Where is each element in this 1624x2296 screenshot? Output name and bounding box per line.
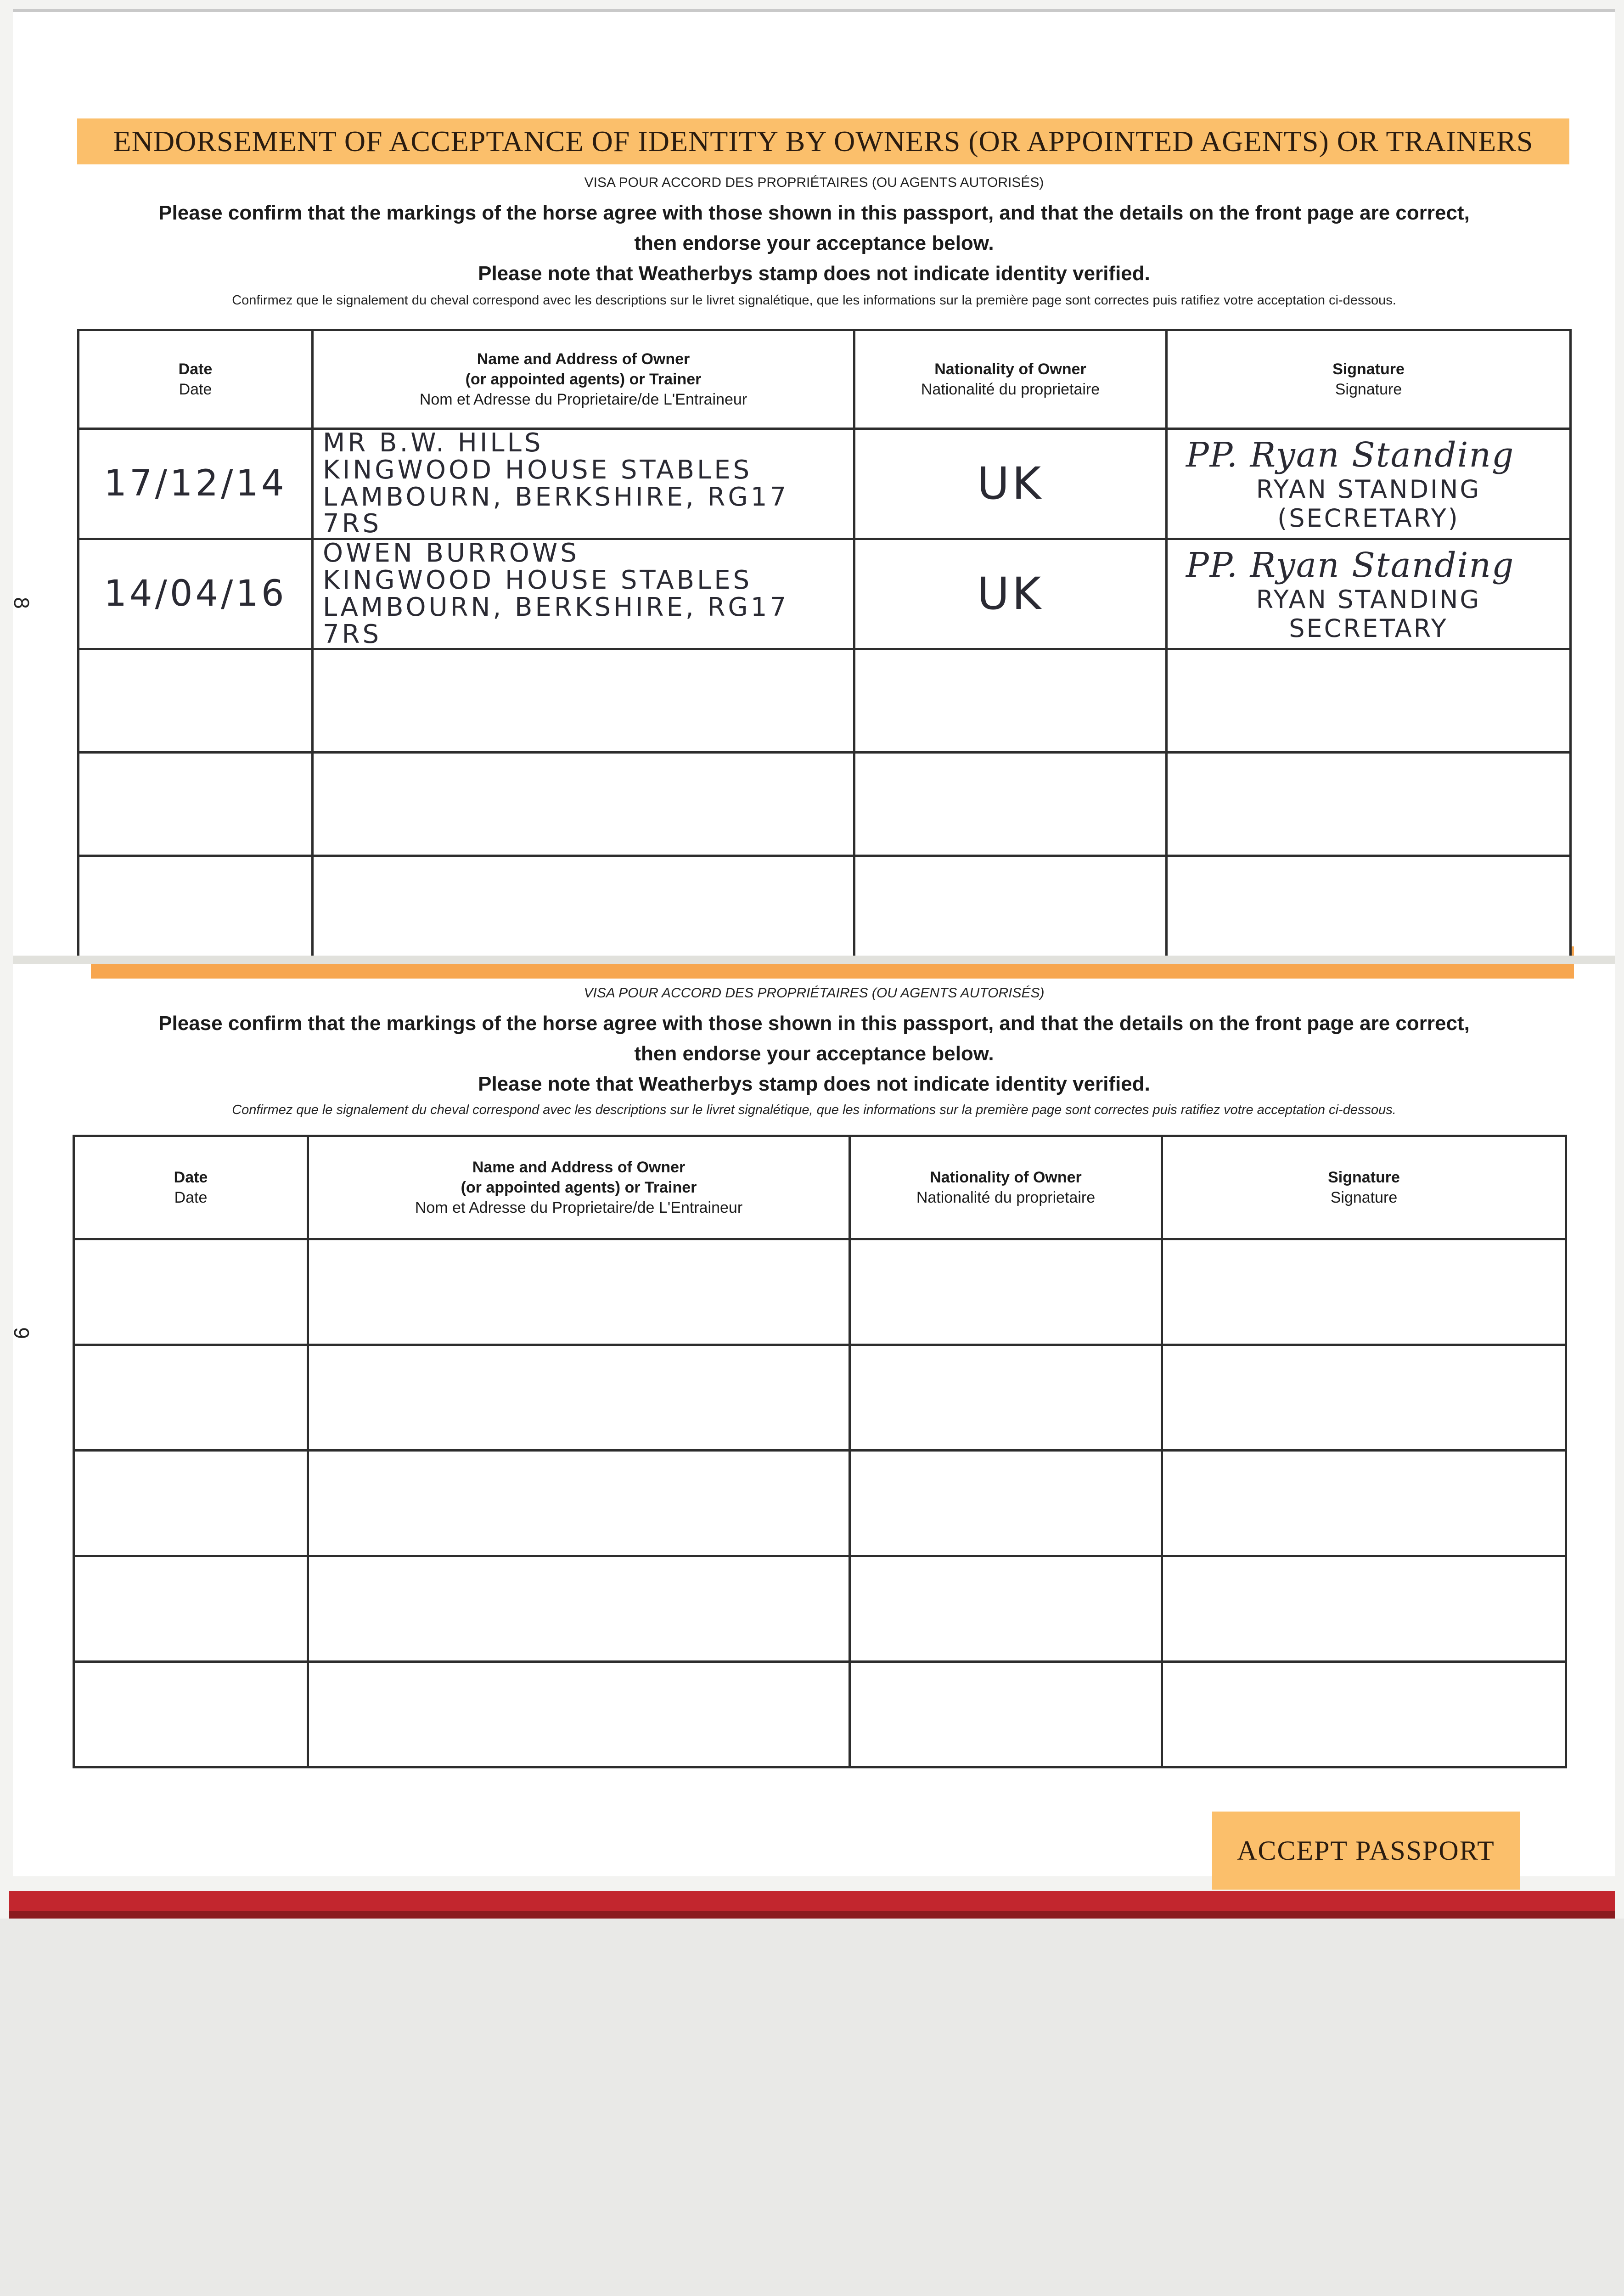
empty-signature-cell[interactable] bbox=[1162, 1556, 1566, 1662]
header-signature: Signature Signature bbox=[1162, 1136, 1566, 1239]
header-date: Date Date bbox=[79, 330, 313, 429]
entry-name-cell[interactable] bbox=[313, 429, 854, 539]
page-number: 8 bbox=[9, 597, 34, 609]
instruction-fr: Confirmez que le signalement du cheval correspond avec les descriptions sur le livret signalétique, que les informations sur la première page sont correctes puis ratifiez votre acceptation ci-dessous. bbox=[232, 1103, 1396, 1117]
empty-date-cell[interactable] bbox=[74, 1239, 308, 1345]
empty-nationality-cell[interactable] bbox=[850, 1239, 1162, 1345]
table-row bbox=[79, 753, 1571, 856]
endorsement-page-9 bbox=[9, 962, 1615, 1876]
entry-address-line: LAMBOURN, BERKSHIRE, RG17 7RS bbox=[323, 592, 789, 649]
table-row bbox=[74, 1662, 1566, 1767]
table-row bbox=[74, 1239, 1566, 1345]
empty-date-cell[interactable] bbox=[74, 1345, 308, 1451]
empty-date-cell[interactable] bbox=[74, 1451, 308, 1556]
header-nationality: Nationality of Owner Nationalité du proprietaire bbox=[854, 330, 1167, 429]
entry-name-cell[interactable] bbox=[313, 539, 854, 649]
signatory-name: RYAN STANDING bbox=[1256, 474, 1481, 504]
entry-signature-cell[interactable] bbox=[1167, 429, 1571, 539]
empty-name-cell[interactable] bbox=[308, 1239, 850, 1345]
empty-signature-cell[interactable] bbox=[1167, 856, 1571, 959]
accept-passport-button[interactable]: ACCEPT PASSPORT bbox=[1212, 1812, 1520, 1890]
empty-nationality-cell[interactable] bbox=[850, 1451, 1162, 1556]
table-row bbox=[74, 1345, 1566, 1451]
empty-signature-cell[interactable] bbox=[1162, 1345, 1566, 1451]
header-nationality: Nationality of Owner Nationalité du proprietaire bbox=[850, 1136, 1162, 1239]
instruction-en-line1: Please confirm that the markings of the horse agree with those shown in this passport, and that the details on the front page are correct, bbox=[158, 202, 1470, 224]
table-row bbox=[79, 429, 1571, 539]
table-header-row bbox=[74, 1136, 1566, 1239]
empty-nationality-cell[interactable] bbox=[850, 1556, 1162, 1662]
empty-name-cell[interactable] bbox=[308, 1345, 850, 1451]
signatory-name: RYAN STANDING bbox=[1256, 585, 1481, 614]
empty-signature-cell[interactable] bbox=[1167, 649, 1571, 753]
handwritten-signature: PP. Ryan Standing bbox=[1186, 435, 1515, 475]
empty-name-cell[interactable] bbox=[308, 1451, 850, 1556]
table-row bbox=[79, 856, 1571, 959]
table-row bbox=[79, 649, 1571, 753]
entry-owner-name: MR B.W. HILLS bbox=[323, 428, 544, 458]
empty-date-cell[interactable] bbox=[79, 649, 313, 753]
weatherbys-note: Please note that Weatherbys stamp does not indicate identity verified. bbox=[478, 1073, 1150, 1095]
empty-signature-cell[interactable] bbox=[1162, 1662, 1566, 1767]
empty-name-cell[interactable] bbox=[313, 753, 854, 856]
empty-nationality-cell[interactable] bbox=[854, 649, 1167, 753]
entry-address-line: KINGWOOD HOUSE STABLES bbox=[323, 565, 753, 595]
header-name-address: Name and Address of Owner (or appointed agents) or Trainer Nom et Adresse du Proprietaire/de L'Entraineur bbox=[313, 330, 854, 429]
subtitle-fr: VISA POUR ACCORD DES PROPRIÉTAIRES (OU AGENTS AUTORISÉS) bbox=[584, 985, 1045, 1001]
signatory-role: (SECRETARY) bbox=[1277, 503, 1460, 533]
endorsement-table bbox=[73, 1135, 1567, 1768]
table-header-row bbox=[79, 330, 1571, 429]
entry-date: 17/12/14 bbox=[104, 462, 287, 504]
entry-date-cell[interactable] bbox=[79, 429, 313, 539]
entry-address-line: KINGWOOD HOUSE STABLES bbox=[323, 455, 753, 485]
page-title: ENDORSEMENT OF ACCEPTANCE OF IDENTITY BY OWNERS (OR APPOINTED AGENTS) OR TRAINERS bbox=[77, 118, 1569, 164]
signatory-role: SECRETARY bbox=[1289, 613, 1448, 643]
handwritten-signature: PP. Ryan Standing bbox=[1186, 545, 1515, 585]
entry-owner-name: OWEN BURROWS bbox=[323, 538, 579, 568]
weatherbys-note: Please note that Weatherbys stamp does not indicate identity verified. bbox=[478, 262, 1150, 285]
table-row bbox=[74, 1556, 1566, 1662]
entry-nationality: UK bbox=[977, 458, 1044, 510]
entry-date-cell[interactable] bbox=[79, 539, 313, 649]
empty-nationality-cell[interactable] bbox=[854, 753, 1167, 856]
passport-cover-shadow bbox=[9, 1911, 1615, 1919]
subtitle-fr: VISA POUR ACCORD DES PROPRIÉTAIRES (OU AGENTS AUTORISÉS) bbox=[584, 175, 1044, 190]
empty-date-cell[interactable] bbox=[74, 1556, 308, 1662]
empty-name-cell[interactable] bbox=[308, 1662, 850, 1767]
empty-date-cell[interactable] bbox=[79, 753, 313, 856]
table-row bbox=[74, 1451, 1566, 1556]
empty-signature-cell[interactable] bbox=[1167, 753, 1571, 856]
header-name-address: Name and Address of Owner (or appointed agents) or Trainer Nom et Adresse du Proprietaire/de L'Entraineur bbox=[308, 1136, 850, 1239]
endorsement-table bbox=[77, 329, 1572, 960]
entry-address-line: LAMBOURN, BERKSHIRE, RG17 7RS bbox=[323, 482, 789, 539]
page-number: 9 bbox=[9, 1327, 34, 1339]
entry-nationality: UK bbox=[977, 568, 1044, 620]
empty-name-cell[interactable] bbox=[313, 649, 854, 753]
entry-nationality-cell[interactable] bbox=[854, 429, 1167, 539]
empty-signature-cell[interactable] bbox=[1162, 1239, 1566, 1345]
instruction-en-line1: Please confirm that the markings of the horse agree with those shown in this passport, and that the details on the front page are correct, bbox=[158, 1012, 1470, 1035]
instruction-en-line2: then endorse your acceptance below. bbox=[634, 232, 994, 254]
empty-signature-cell[interactable] bbox=[1162, 1451, 1566, 1556]
endorsement-page-8 bbox=[9, 12, 1615, 958]
entry-signature-cell[interactable] bbox=[1167, 539, 1571, 649]
empty-nationality-cell[interactable] bbox=[850, 1345, 1162, 1451]
scan-background bbox=[0, 1919, 1624, 2296]
instruction-fr: Confirmez que le signalement du cheval correspond avec les descriptions sur le livret signalétique, que les informations sur la première page sont correctes puis ratifiez votre acceptation ci-dessous. bbox=[232, 293, 1396, 308]
entry-nationality-cell[interactable] bbox=[854, 539, 1167, 649]
empty-nationality-cell[interactable] bbox=[850, 1662, 1162, 1767]
header-signature: Signature Signature bbox=[1167, 330, 1571, 429]
empty-name-cell[interactable] bbox=[313, 856, 854, 959]
table-row bbox=[79, 539, 1571, 649]
empty-nationality-cell[interactable] bbox=[854, 856, 1167, 959]
passport-sheet bbox=[9, 9, 1615, 1876]
header-date: Date Date bbox=[74, 1136, 308, 1239]
instruction-en-line2: then endorse your acceptance below. bbox=[634, 1042, 994, 1065]
empty-date-cell[interactable] bbox=[74, 1662, 308, 1767]
entry-date: 14/04/16 bbox=[104, 573, 287, 614]
empty-date-cell[interactable] bbox=[79, 856, 313, 959]
empty-name-cell[interactable] bbox=[308, 1556, 850, 1662]
